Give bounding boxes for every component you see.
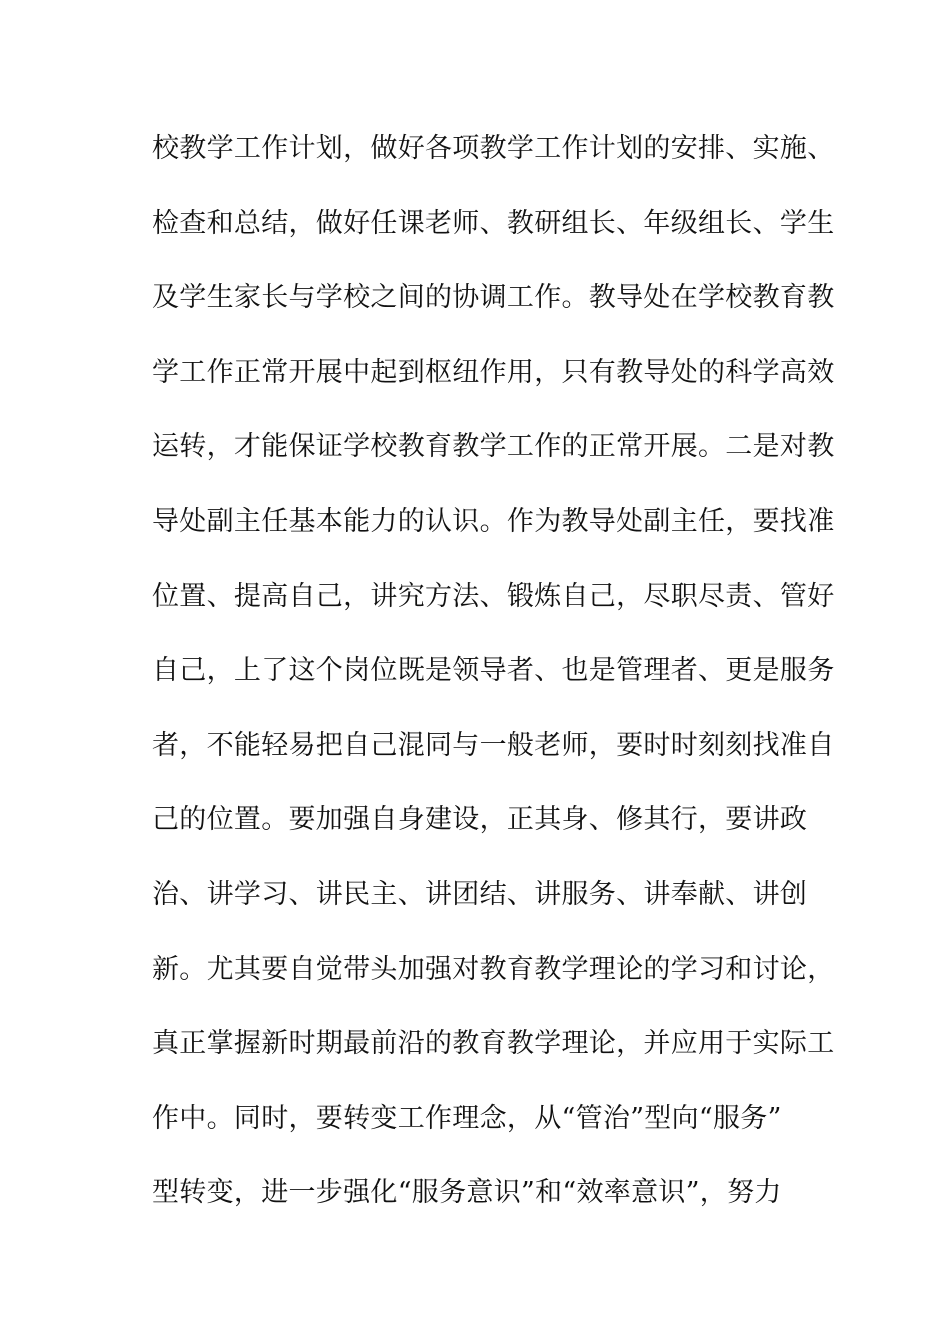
text-line: 新。尤其要自觉带头加强对教育教学理论的学习和讨论，: [152, 953, 835, 985]
text-line: 位置、提高自己，讲究方法、锻炼自己，尽职尽责、管好: [152, 580, 835, 612]
text-line: 型转变，进一步强化“服务意识”和“效率意识”，努力: [152, 1177, 782, 1209]
text-line: 己的位置。要加强自身建设，正其身、修其行，要讲政: [152, 804, 808, 836]
text-line: 作中。同时，要转变工作理念，从“管治”型向“服务”: [152, 1102, 782, 1134]
text-line: 治、讲学习、讲民主、讲团结、讲服务、讲奉献、讲创: [152, 878, 808, 910]
text-line: 学工作正常开展中起到枢纽作用，只有教导处的科学高效: [152, 356, 835, 388]
text-line: 者，不能轻易把自己混同与一般老师，要时时刻刻找准自: [152, 729, 835, 761]
text-line: 校教学工作计划，做好各项教学工作计划的安排、实施、: [152, 133, 835, 164]
text-line: 自己，上了这个岗位既是领导者、也是管理者、更是服务: [152, 655, 835, 687]
text-line: 检查和总结，做好任课老师、教研组长、年级组长、学生: [152, 207, 835, 239]
body-text: [152, 124, 835, 1243]
text-line: 运转，才能保证学校教育教学工作的正常开展。二是对教: [152, 431, 835, 463]
text-line: 导处副主任基本能力的认识。作为教导处副主任，要找准: [152, 505, 835, 537]
text-line: 真正掌握新时期最前沿的教育教学理论，并应用于实际工: [152, 1028, 835, 1060]
text-line: 及学生家长与学校之间的协调工作。教导处在学校教育教: [152, 282, 835, 314]
